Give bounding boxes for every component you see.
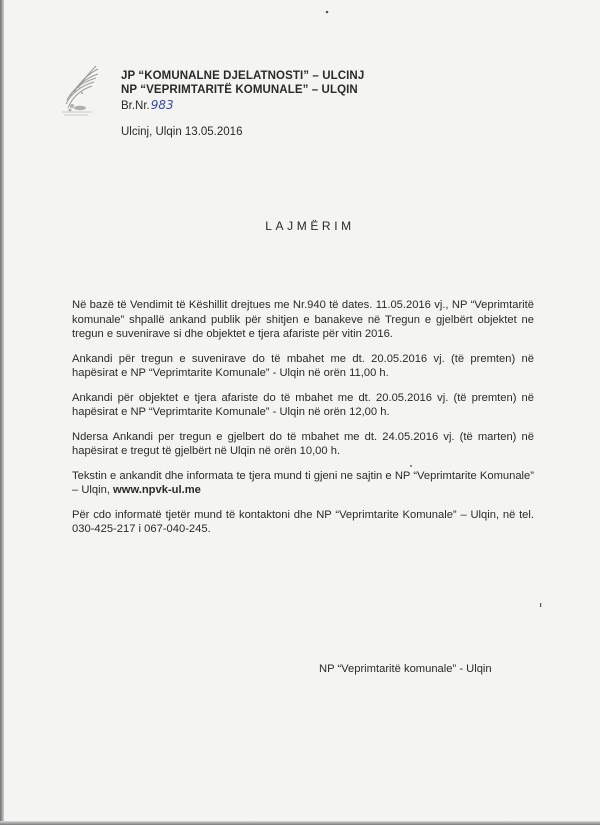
company-logo-icon [58,62,114,120]
registration-number-handwritten: 983 [150,98,174,112]
paragraph-intro: Në bazë të Vendimit të Këshillit drejtues me Nr.940 të dates. 11.05.2016 vj., NP “Veprimtaritë komunale” shpallë ankand publik për shitjen e banakeve në Tregun e gjelbërt objektet ne tregun e suvenirave si dhe objektet e tjera afariste për vitin 2016. [72,299,534,340]
scan-edge-bottom [0,821,600,825]
paragraph-souvenir-auction: Ankandi për tregun e suvenirave do të mbahet me dt. 20.05.2016 vj. (të premten) në hapësirat e NP “Veprimtarite Komunale” - Ulqin në orën 11,00 h. [72,352,534,379]
organization-line-1: JP “KOMUNALNE DJELATNOSTI” – ULCINJ [121,70,365,82]
document-title: LAJMËRIM [265,219,355,233]
paragraph-contact: Për cdo informatë tjetër mund të kontaktoni dhe NP “Veprimtarite Komunale” – Ulqin, në tel. 030-425-217 i 067-040-245. [72,508,534,535]
place-and-date: Ulcinj, Ulqin 13.05.2016 [121,126,243,138]
document-body [72,298,534,547]
paragraph-business-auction: Ankandi për objektet e tjera afariste do të mbahet me dt. 20.05.2016 vj. (të premten) në hapësirat e NP “Veprimtarite Komunale” - Ulqin në orën 12,00 h. [72,391,534,418]
website-link[interactable]: www.npvk-ul.me [113,484,201,496]
website-text: Tekstin e ankandit dhe informata te tjera mund ti gjeni ne sajtin e NP “Veprimtarite Komunale” – Ulqin, [72,469,534,496]
paragraph-website [72,469,534,498]
paragraph-green-market-auction: Ndersa Ankandi per tregun e gjelbert do të mbahet me dt. 24.05.2016 vj. (të marten) në hapësirat e tregut të gjelbërt në Ulqin në orën 10,00 h. [72,430,534,457]
registration-number [121,98,174,113]
registration-label: Br.Nr. [121,100,150,112]
scan-edge-left [0,0,4,825]
organization-line-2: NP “VEPRIMTARITË KOMUNALE” – ULQIN [121,84,358,96]
signature-line: NP “Veprimtaritë komunale” - Ulqin [319,663,492,675]
organization-name [121,69,364,97]
